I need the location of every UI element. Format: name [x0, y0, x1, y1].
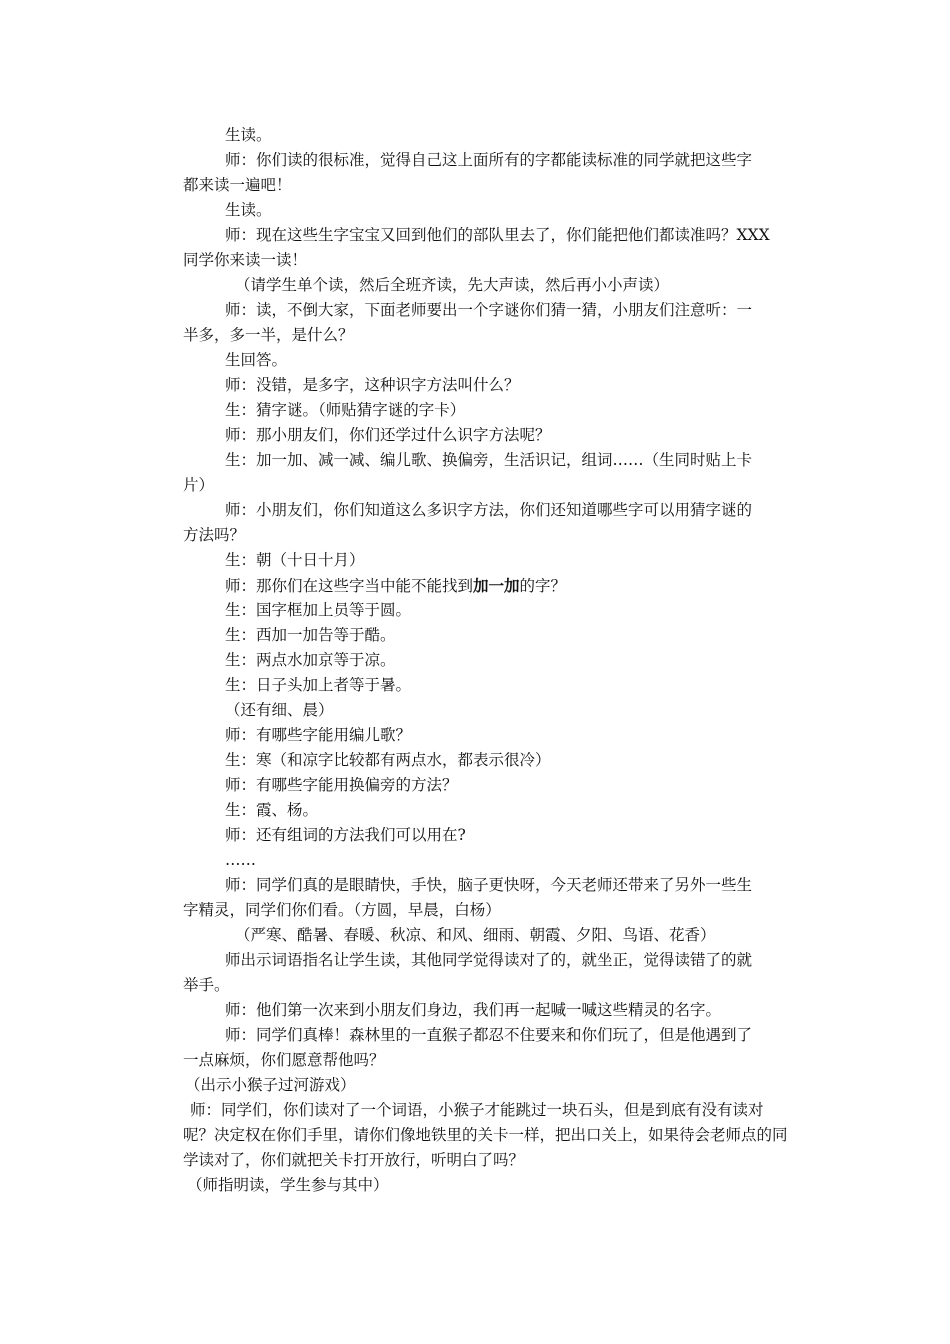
text-line: 生读。 [225, 201, 272, 219]
text-line: 生：加一加、减一减、编儿歌、换偏旁，生活识记，组词……（生同时贴上卡 [225, 451, 753, 469]
lesson-transcript [183, 123, 805, 1198]
bold-term: 加一加 [473, 576, 520, 595]
text-line: （严寒、酷暑、春暖、秋凉、和风、细雨、朝霞、夕阳、鸟语、花香） [235, 926, 716, 944]
text-line: 师：他们第一次来到小朋友们身边，我们再一起喊一喊这些精灵的名字。 [225, 1001, 722, 1019]
text-line: 字精灵，同学们你们看。（方圆，早晨，白杨） [183, 901, 501, 919]
text-line: 生读。 [225, 126, 272, 144]
text-line: 生：两点水加京等于凉。 [225, 651, 396, 669]
text-line: （请学生单个读，然后全班齐读，先大声读，然后再小小声读） [235, 276, 670, 294]
text-line: 生：霞、杨。 [225, 801, 319, 819]
text-line: 生：猜字谜。（师贴猜字谜的字卡） [225, 401, 466, 419]
text-line: 师：现在这些生字宝宝又回到他们的部队里去了，你们能把他们都读准吗？XXX [225, 226, 770, 244]
text-line: 师：小朋友们，你们知道这么多识字方法，你们还知道哪些字可以用猜字谜的 [225, 501, 753, 519]
text-line: （出示小猴子过河游戏） [185, 1076, 356, 1094]
text-line: 呢？决定权在你们手里，请你们像地铁里的关卡一样，把出口关上，如果待会老师点的同 [183, 1126, 788, 1144]
text-line: 生：寒（和凉字比较都有两点水，都表示很冷） [225, 751, 551, 769]
text-line: 师：有哪些字能用换偏旁的方法？ [225, 776, 458, 794]
text-line: （师指明读，学生参与其中） [187, 1176, 389, 1194]
text-span: 师：那你们在这些字当中能不能找到 [225, 577, 474, 595]
text-line: 同学你来读一读！ [183, 251, 308, 269]
text-line: 都来读一遍吧！ [183, 176, 292, 194]
text-line: 一点麻烦，你们愿意帮他吗？ [183, 1051, 385, 1069]
text-line: 师：同学们真的是眼睛快，手快，脑子更快呀，今天老师还带来了另外一些生 [225, 876, 753, 894]
text-span: 的字？ [519, 577, 567, 595]
text-line: 师：你们读的很标准，觉得自己这上面所有的字都能读标准的同学就把这些字 [225, 151, 753, 169]
text-line: 师：同学们真棒！森林里的一直猴子都忍不住要来和你们玩了，但是他遇到了 [225, 1026, 753, 1044]
text-line: 片） [183, 476, 215, 494]
text-line: 半多，多一半，是什么？ [183, 326, 354, 344]
text-line: 师：读，不倒大家，下面老师要出一个字谜你们猜一猜，小朋友们注意听：一 [225, 301, 753, 319]
text-line: …… [225, 851, 256, 869]
text-line: 方法吗？ [183, 526, 246, 544]
text-line: 生：日子头加上者等于暑。 [225, 676, 412, 694]
text-line: 师：有哪些字能用编儿歌？ [225, 726, 412, 744]
text-line: （还有细、晨） [225, 701, 334, 719]
text-line: 生：国字框加上员等于圆。 [225, 601, 412, 619]
text-line: 学读对了，你们就把关卡打开放行，听明白了吗？ [183, 1151, 525, 1169]
text-line: 师：那小朋友们，你们还学过什么识字方法呢？ [225, 426, 551, 444]
text-line: 生：西加一加告等于酷。 [225, 626, 396, 644]
text-line: 生回答。 [225, 351, 288, 369]
text-line [183, 573, 805, 598]
text-line: 师：还有组词的方法我们可以用在? [225, 826, 466, 844]
text-line: 生：朝（十日十月） [225, 551, 365, 569]
text-line: 师：同学们，你们读对了一个词语，小猴子才能跳过一块石头，但是到底有没有读对 [190, 1101, 764, 1119]
text-line: 举手。 [183, 976, 230, 994]
text-line: 师出示词语指名让学生读，其他同学觉得读对了的，就坐正，觉得读错了的就 [225, 951, 753, 969]
text-line: 师：没错，是多字，这种识字方法叫什么？ [225, 376, 520, 394]
